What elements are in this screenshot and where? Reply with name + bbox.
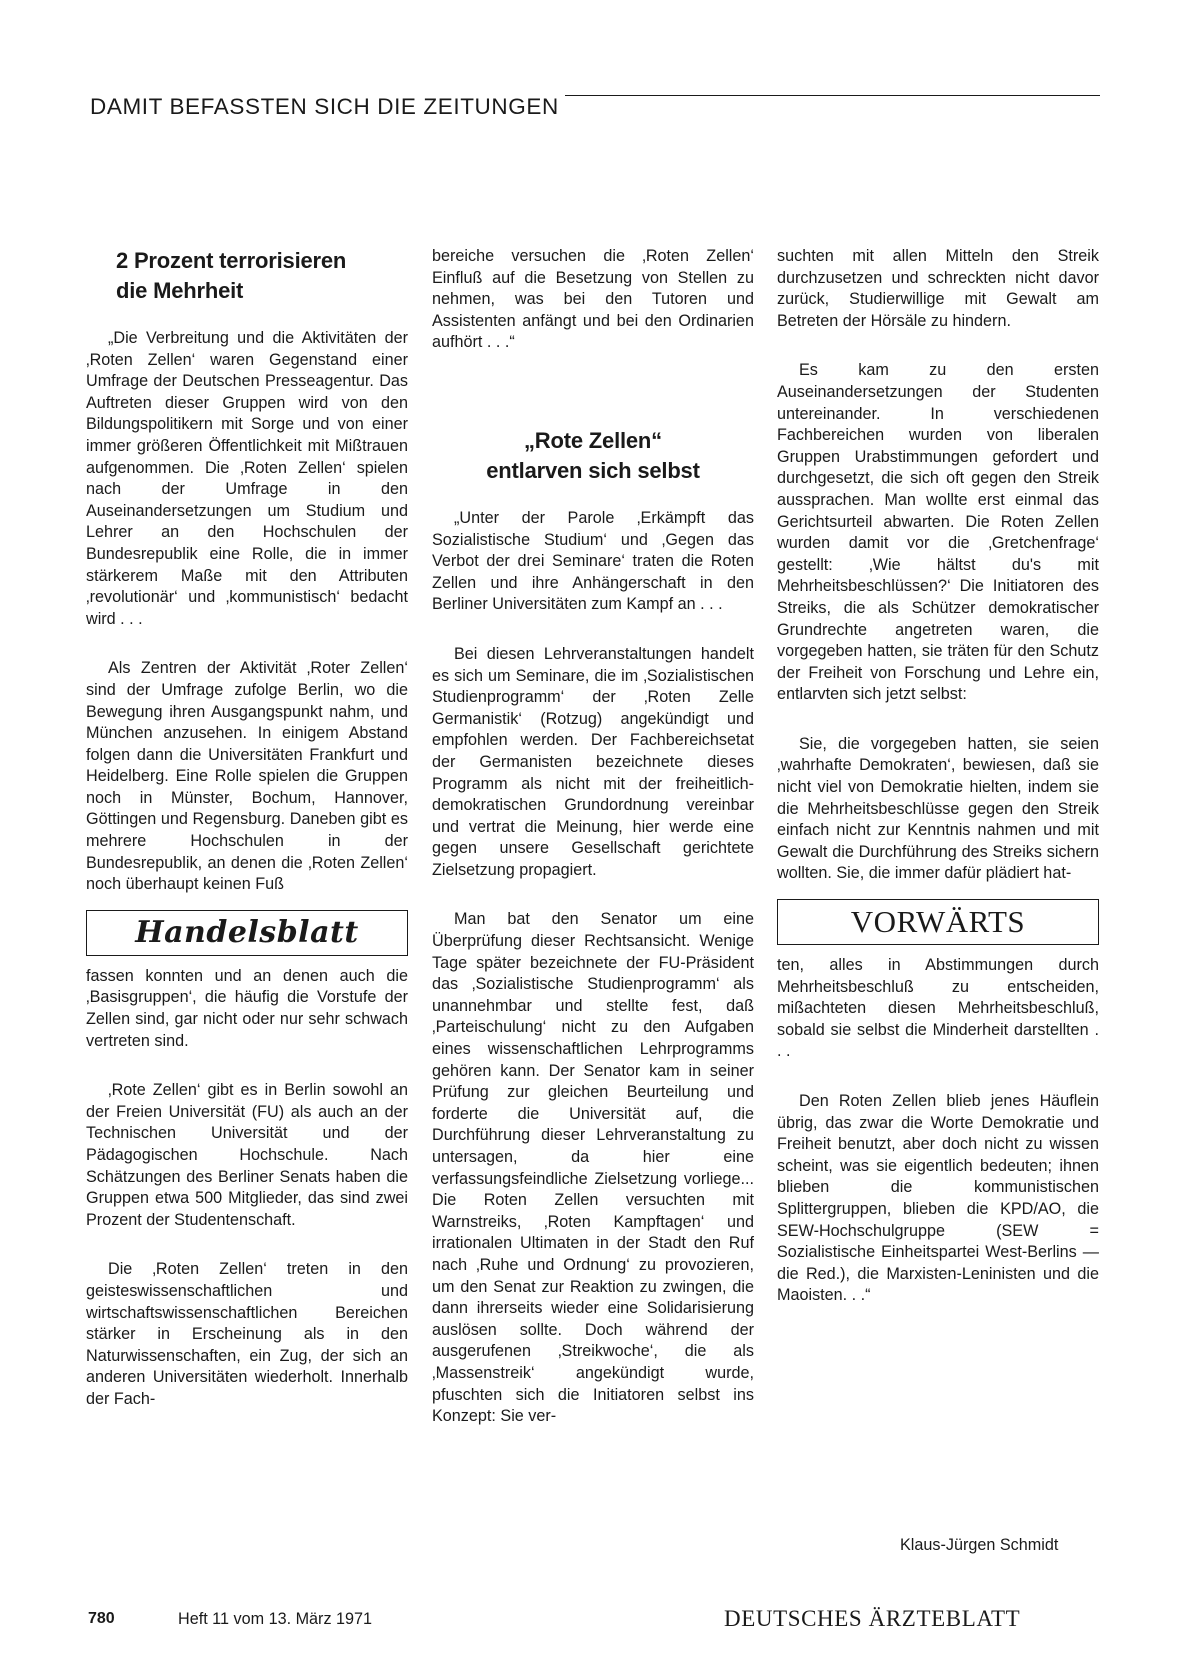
paragraph: ten, alles in Abstimmungen durch Mehrheitsbeschluß zu entscheiden, mißachteten diesen Mehrheitsbeschluß, sobald sie selbst die Minderheit darstellten . . . — [777, 956, 1099, 1061]
paragraph: Man bat den Senator um eine Überprüfung dieser Rechtsansicht. Wenige Tage später bezeichnete der FU-Präsident das ‚Sozialistische Studienprogramm‘ als unannehmbar und stellte fest, daß ‚Parteischulung‘ nicht zu den Aufgaben eines wissenschaftlichen Lehrprogramms gehören kann. Der Senator kam in seiner Prüfung zur gleichen Beurteilung und forderte die Universität auf, die Durchführung dieser Lehrveranstaltung zu untersagen, da hier eine verfassungsfeindliche Zielsetzung vorliege... Die Roten Zellen versuchten mit Warnstreiks, ‚Roten Kampftagen‘ und irrationalen Ultimaten in der Stadt den Ruf nach ‚Ruhe und Ordnung‘ zu provozieren, um den Senat zur Reaktion zu zwingen, die dann ihrerseits wieder eine Solidarisierung auslösen sollte. Doch während der ausgerufenen ‚Streikwoche‘, die als ‚Massenstreik‘ angekündigt wurde, pfuschten sich die Initiatoren selbst ins Konzept: Sie ver- — [432, 910, 754, 1426]
column-2 — [432, 246, 754, 1428]
paragraph: Sie, die vorgegeben hatten, sie seien ‚wahrhafte Demokraten‘, bewiesen, daß sie nicht viel von Demokratie hielten, indem sie die Mehrheitsbeschlüsse gegen den Streik einfach nicht zur Kenntnis nahmen und mit Gewalt die Durchführung des Streiks sichern wollten. Sie, die immer dafür plädiert hat- — [777, 734, 1099, 883]
handelsblatt-logo-box — [86, 910, 408, 956]
paragraph: Bei diesen Lehrveranstaltungen handelt es sich um Seminare, die im ‚Sozialistischen Studienprogramm‘ der ‚Roten Zelle Germanistik‘ (Rotzug) angekündigt und empfohlen werden. Der Fachbereichsetat der Germanisten bezeichnete dieses Programm als nicht mit der freiheitlich-demokratischen Grundordnung vereinbar und vertrat die Meinung, hier werde eine gegen unsere Gesellschaft gerichtete Zielsetzung propagiert. — [432, 644, 754, 879]
headline-line: die Mehrheit — [116, 278, 244, 303]
paragraph: ‚Rote Zellen‘ gibt es in Berlin sowohl an der Freien Universität (FU) als auch an der Technischen Universität und der Pädagogischen Hochschule. Nach Schätzungen des Berliner Senats haben die Gruppen etwa 500 Mitglieder, das sind zwei Prozent der Studentenschaft. — [86, 1081, 408, 1229]
handelsblatt-logo: Handelsblatt — [135, 915, 359, 951]
paragraph: bereiche versuchen die ‚Roten Zellen‘ Einfluß auf die Besetzung von Stellen zu nehmen, was bei den Tutoren und Assistenten anfängt und bei den Ordinarien aufhört . . .“ — [432, 247, 754, 352]
headline-line: 2 Prozent terrorisieren — [116, 248, 347, 273]
paragraph: Die ‚Roten Zellen‘ treten in den geisteswissenschaftlichen und wirtschaftswissenschaftlichen Bereichen stärker in Erscheinung als in den Naturwissenschaften, ein Zug, der sich an anderen Universitäten wiederholt. Innerhalb der Fach- — [86, 1260, 408, 1408]
column-1 — [86, 246, 408, 1411]
headline-line: entlarven sich selbst — [486, 457, 700, 483]
page-number: 780 — [88, 1610, 115, 1627]
paragraph: Den Roten Zellen blieb jenes Häuflein übrig, das zwar die Worte Demokratie und Freiheit benutzt, aber doch nicht zu wissen scheint, was sie eigentlich bedeuten; ihnen blieben die kommunistischen Splittergruppen, blieben die KPD/AO, die SEW-Hochschulgruppe (SEW = Sozialistische Einheitspartei West-Berlins — die Red.), die Marxisten-Leninisten und die Maoisten. . .“ — [777, 1092, 1099, 1305]
article-headline-2 — [432, 426, 754, 486]
issue-info: Heft 11 vom 13. März 1971 — [178, 1610, 373, 1628]
paragraph: „Unter der Parole ‚Erkämpft das Sozialistische Studium‘ und ‚Gegen das Verbot der drei Seminare‘ traten die Roten Zellen und ihre Anhängerschaft in den Berliner Universitäten zum Kampf an . . . — [432, 508, 754, 614]
article-headline-1 — [116, 246, 408, 306]
paragraph: „Die Verbreitung und die Aktivitäten der ‚Roten Zellen‘ waren Gegenstand einer Umfrage der Deutschen Presseagentur. Das Auftreten dieser Gruppen wird von den Bildungspolitikern mit Sorge und von einer immer größeren Öffentlichkeit mit Mißtrauen aufgenommen. Die ‚Roten Zellen‘ spielen nach der Umfrage in den Auseinandersetzungen um Studium und Lehrer an den Hochschulen der Bundesrepublik eine Rolle, die in immer stärkerem Maße mit den Attributen ‚revolutionär‘ und ‚kommunistisch‘ bedacht wird . . . — [86, 329, 408, 628]
author-byline: Klaus-Jürgen Schmidt — [900, 1536, 1059, 1554]
paragraph: Als Zentren der Aktivität ‚Roter Zellen‘ sind der Umfrage zufolge Berlin, wo die Bewegung ihren Ausgangspunkt nahm, und München anzusehen. In einigem Abstand folgen dann die Universitäten Frankfurt und Heidelberg. Eine Rolle spielen die Gruppen noch in Münster, Bochum, Hannover, Göttingen und Regensburg. Daneben gibt es mehrere Hochschulen in der Bundesrepublik, an denen die ‚Roten Zellen‘ noch überhaupt keinen Fuß — [86, 659, 408, 894]
column-3 — [777, 246, 1099, 1307]
paragraph: Es kam zu den ersten Auseinandersetzungen der Studenten untereinander. In verschiedenen Fachbereichen wurden von liberalen Gruppen Urabstimmungen gefordert und durchgesetzt, die sich oft gegen den Streik aussprachen. Man wollte erst einmal das Gerichtsurteil abwarten. Die Roten Zellen wurden damit vor die ‚Gretchenfrage‘ gestellt: ‚Wie hältst du's mit Mehrheitsbeschlüssen?‘ Die Initiatoren des Streiks, die als Schützer demokratischer Grundrechte angetreten waren, die vorgegeben hatten, sie träten für den Schutz der Freiheit von Forschung und Lehre ein, entlarvten sich jetzt selbst: — [777, 361, 1099, 704]
section-header — [90, 90, 1100, 120]
vorwaerts-logo-box — [777, 899, 1099, 945]
header-rule — [565, 95, 1100, 96]
paragraph: suchten mit allen Mitteln den Streik durchzusetzen und schreckten nicht davor zurück, Studierwillige mit Gewalt am Betreten der Hörsäle zu hindern. — [777, 247, 1099, 330]
vorwaerts-logo: VORWÄRTS — [850, 904, 1026, 940]
headline-line: „Rote Zellen“ — [524, 427, 662, 453]
magazine-name: DEUTSCHES ÄRZTEBLATT — [724, 1606, 1021, 1631]
section-title: DAMIT BEFASSTEN SICH DIE ZEITUNGEN — [90, 94, 559, 119]
paragraph: fassen konnten und an denen auch die ‚Basisgruppen‘, die häufig die Vorstufe der Zellen sind, gar nicht oder nur sehr schwach vertreten sind. — [86, 966, 408, 1050]
